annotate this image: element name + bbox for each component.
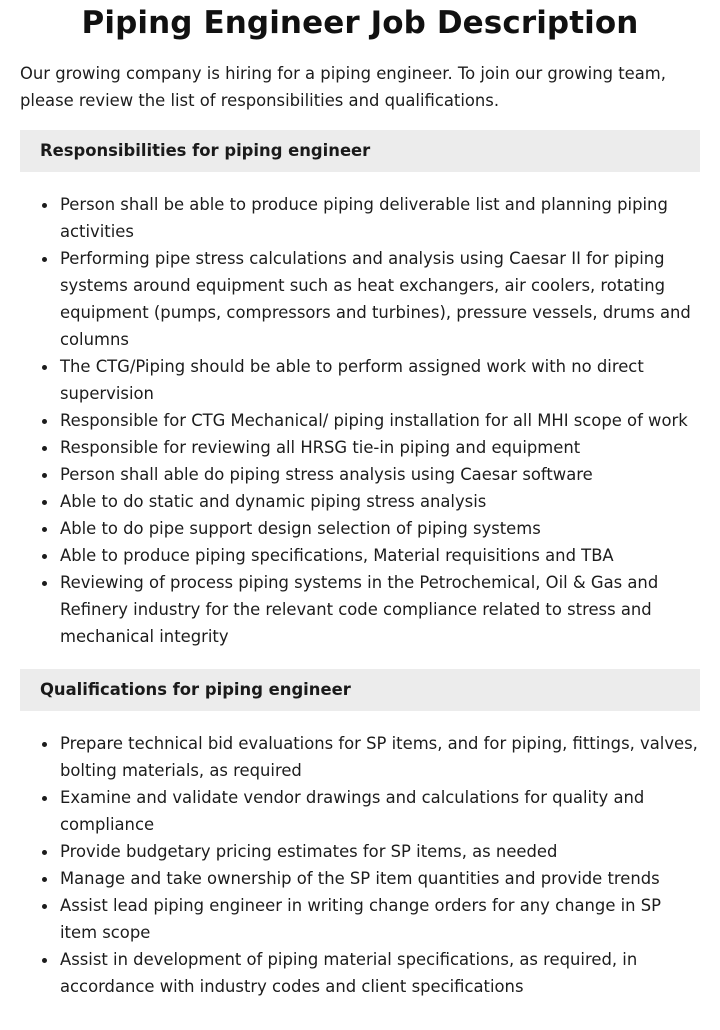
list-item: Performing pipe stress calculations and analysis using Caesar II for piping systems around equipment such as heat exchangers, air coolers, rotating equipment (pumps, compressors and turbines), pressure vessels, drums and columns <box>60 245 700 353</box>
list-item: Reviewing of process piping systems in the Petrochemical, Oil & Gas and Refinery industry for the relevant code compliance related to stress and mechanical integrity <box>60 569 700 650</box>
page-title: Piping Engineer Job Description <box>81 5 639 41</box>
list-item: Assist lead piping engineer in writing change orders for any change in SP item scope <box>60 892 700 946</box>
intro-paragraph: Our growing company is hiring for a piping engineer. To join our growing team, please review the list of responsibilities and qualifications. <box>20 64 666 110</box>
qualifications-list <box>20 730 700 1000</box>
list-item: Provide budgetary pricing estimates for SP items, as needed <box>60 838 700 865</box>
list-item: Responsible for CTG Mechanical/ piping installation for all MHI scope of work <box>60 407 700 434</box>
list-item: Able to produce piping specifications, Material requisitions and TBA <box>60 542 700 569</box>
list-item: The CTG/Piping should be able to perform assigned work with no direct supervision <box>60 353 700 407</box>
list-item: Able to do static and dynamic piping stress analysis <box>60 488 700 515</box>
list-item: Responsible for reviewing all HRSG tie-in piping and equipment <box>60 434 700 461</box>
responsibilities-list <box>20 191 700 650</box>
list-item: Person shall able do piping stress analysis using Caesar software <box>60 461 700 488</box>
list-item: Person shall be able to produce piping deliverable list and planning piping activities <box>60 191 700 245</box>
list-item: Able to do pipe support design selection of piping systems <box>60 515 700 542</box>
list-item: Examine and validate vendor drawings and calculations for quality and compliance <box>60 784 700 838</box>
list-item: Assist in development of piping material specifications, as required, in accordance with industry codes and client specifications <box>60 946 700 1000</box>
list-item: Prepare technical bid evaluations for SP items, and for piping, fittings, valves, bolting materials, as required <box>60 730 700 784</box>
qualifications-heading: Qualifications for piping engineer <box>20 669 700 711</box>
responsibilities-heading: Responsibilities for piping engineer <box>20 130 700 172</box>
list-item: Manage and take ownership of the SP item quantities and provide trends <box>60 865 700 892</box>
